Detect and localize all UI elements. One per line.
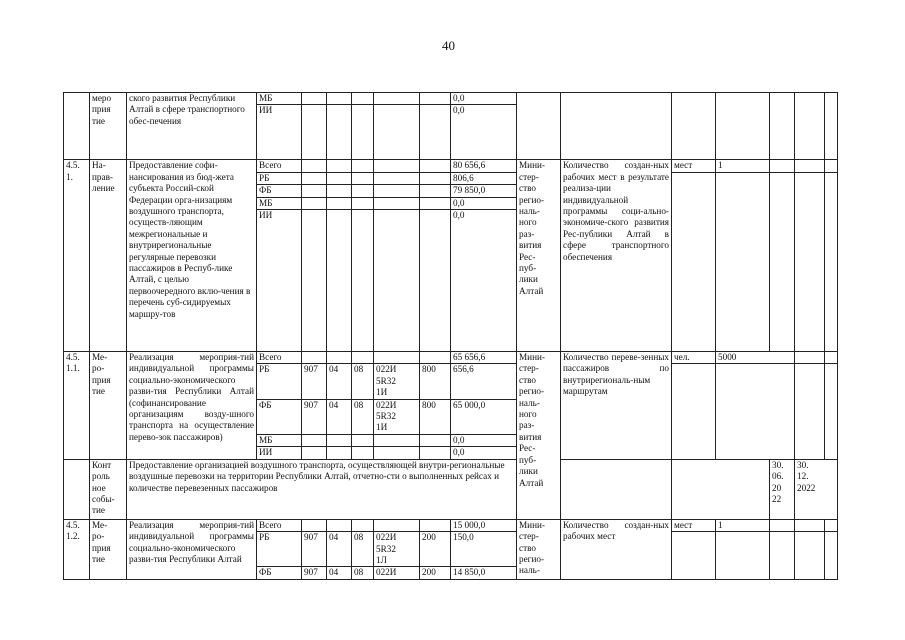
table-row: ИИ 0,0 <box>64 105 838 160</box>
kind-cell: На- прав- ление <box>90 160 127 352</box>
executor-cell: Мини- стер- ство регио- наль- ного раз- вития Рес- пуб- лики Алтай <box>517 160 561 352</box>
kind-cell: Конт роль ное собы- тие <box>90 459 127 519</box>
table-row: ИИ 0,0 <box>64 447 838 459</box>
table-row: ИИ 0,0 <box>64 210 838 352</box>
unit-cell: мест <box>672 519 716 531</box>
table-row: ФБ 79 850,0 <box>64 185 838 197</box>
name-cell: Реализация мероприя-тий индивидуальной программы социально-экономического разви-тия Республики Алтай <box>127 519 257 579</box>
kind-cell: меро прия тие <box>90 93 127 160</box>
executor-cell: Мини- стер- ство регио- наль- <box>517 519 561 579</box>
table-row: МБ 0,0 <box>64 434 838 446</box>
row-number: 4.5. 1.2. <box>64 519 90 579</box>
table-row: РБ 907 04 08 022И 5R32 1И 800 656,6 <box>64 364 838 399</box>
table-row: ФБ 907 04 08 022И 200 14 850,0 <box>64 567 838 579</box>
table-row: МБ 0,0 <box>64 197 838 209</box>
table-row <box>64 459 838 519</box>
page-number: 40 <box>442 38 455 53</box>
indicator-cell: Количество создан-ных рабочих мест <box>561 519 672 579</box>
name-cell: Предоставление софи-нансирования из бюд-жета субъекта Россий-ской Федерации орга-низациям воздушного транспорта, осуществ-ляющим межрегиональные и внутрирегиональные регулярные перевозки пассажиров в Респуб-лике Алтай, с целью первоочередного вклю-чения в перечень суб-сидируемых маршру-тов <box>127 160 257 352</box>
kind-cell: Ме- ро- прия тие <box>90 519 127 579</box>
indicator-cell: Количество создан-ных рабочих мест в результате реализа-ции индивидуальной программы соци-ально-экономиче-ского развития Рес-публики Алтай в сфере транспортного обеспечения <box>561 160 672 352</box>
value-cell: 5000 <box>716 352 795 364</box>
date-start: 30. 06. 20 22 <box>770 459 795 519</box>
name-cell: Реализация мероприя-тий индивидуальной программы социально-экономического разви-тия Республики Алтай (софинансирование организациям возду-шного транспорта на осуществление перево-зок пассажиров) <box>127 352 257 460</box>
control-event-text: Предоставление организацией воздушного транспорта, осуществляющей внутри-региональные воздушные перевозки на территории Республики Алтай, отчетно-сти о выполненных рейсах и количестве перевезенных пассажиров <box>127 459 517 519</box>
kind-cell: Ме- ро- прия тие <box>90 352 127 460</box>
table-row: 4.5. 1.2. Ме- ро- прия тие Реализация мероприя-тий индивидуальной программы социально-экономического разви-тия Республики Алтай Всего 15 000,0 Мини- стер- ство регио- наль- Количество создан-ных рабочих мест мест 1 <box>64 519 838 531</box>
budget-table <box>63 92 838 580</box>
unit-cell: мест <box>672 160 716 172</box>
table-row: меро прия тие ского развития Республики Алтай в сфере транспортного обес-печения МБ 0,0 <box>64 93 838 105</box>
table-row: 4.5. 1. На- прав- ление Предоставление софи-нансирования из бюд-жета субъекта Россий-ской Федерации орга-низациям воздушного транспорта, осуществ-ляющим межрегиональные и внутрирегиональные регулярные перевозки пассажиров в Респуб-лике Алтай, с целью первоочередного вклю-чения в перечень суб-сидируемых маршру-тов Всего 80 656,6 Мини- стер- ство регио- наль- ного раз- вития Рес- пуб- лики Алтай Количество создан-ных рабочих мест в результате реализа-ции индивидуальной программы соци-ально-экономиче-ского развития Рес-публики Алтай в сфере транспортного обеспечения мест 1 <box>64 160 838 172</box>
table-row: РБ 806,6 <box>64 172 838 184</box>
table-row: 4.5. 1.1. Ме- ро- прия тие Реализация мероприя-тий индивидуальной программы социально-экономического разви-тия Республики Алтай (софинансирование организациям возду-шного транспорта на осуществление перево-зок пассажиров) Всего 65 656,6 Мини- стер- ство регио- наль- ного раз- вития Рес- пуб- лики Алтай Количество перевe-зенных пассажиров по внутрирегиональ-ным маршрутам чел. 5000 <box>64 352 838 364</box>
row-number: 4.5. 1.1. <box>64 352 90 460</box>
value-cell: 1 <box>716 519 770 531</box>
name-cell: ского развития Республики Алтай в сфере транспортного обес-печения <box>127 93 257 160</box>
executor-cell: Мини- стер- ство регио- наль- ного раз- вития Рес- пуб- лики Алтай <box>517 352 561 520</box>
table-row: ФБ 907 04 08 022И 5R32 1И 800 65 000,0 <box>64 399 838 434</box>
table-row: РБ 907 04 08 022И 5R32 1Л 200 150,0 <box>64 532 838 567</box>
unit-cell: чел. <box>672 352 716 364</box>
indicator-cell: Количество перевe-зенных пассажиров по внутрирегиональ-ным маршрутам <box>561 352 672 460</box>
date-end: 30. 12. 2022 <box>795 459 838 519</box>
row-number: 4.5. 1. <box>64 160 90 352</box>
value-cell: 1 <box>716 160 770 172</box>
